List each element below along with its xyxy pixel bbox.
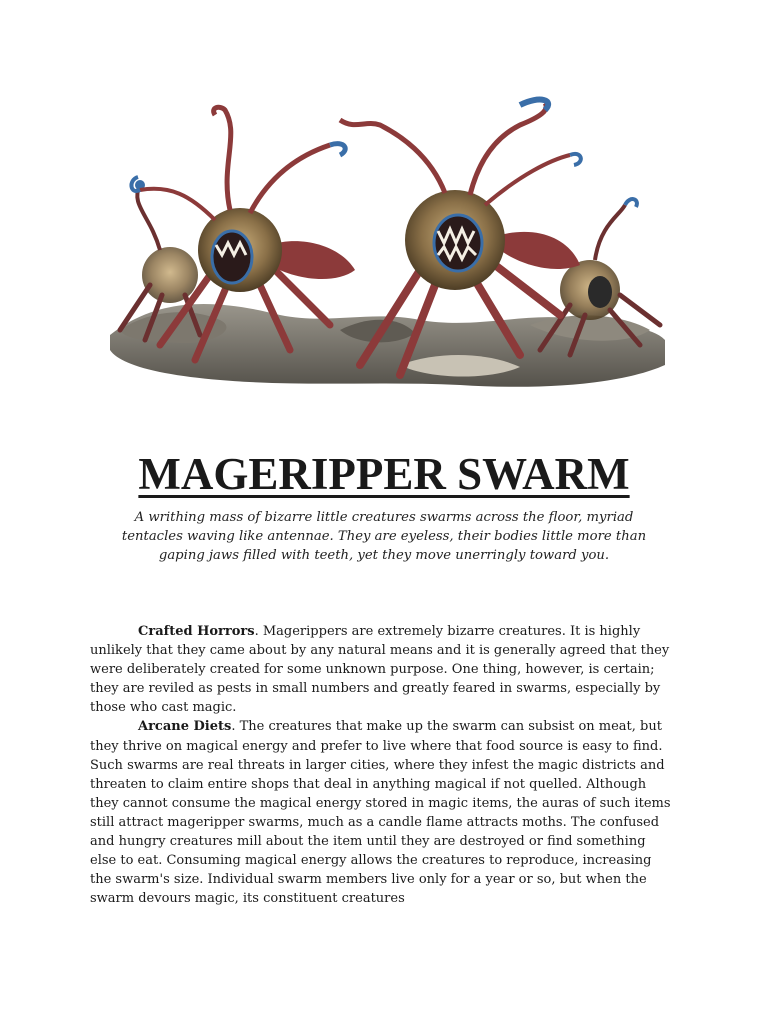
paragraph-text: . Magerippers are extremely bizarre creatures. It is highly unlikely that they came about by any natural means and it is generally agreed that they were deliberately created for some unknown purpose. One thing, however, is certain; they are reviled as pests in small numbers and greatly feared in swarms, especially by those who cast magic.	[90, 624, 670, 716]
paragraph-heading: Arcane Diets	[138, 719, 232, 735]
paragraph-crafted-horrors	[90, 622, 675, 717]
flavor-text: A writhing mass of bizarre little creatures swarms across the floor, myriad tentacles waving like antennae. They are eyeless, their bodies little more than gaping jaws filled with teeth, yet they move unerringly toward you.	[121, 510, 647, 564]
paragraph-heading: Crafted Horrors	[138, 624, 255, 639]
paragraph-arcane-diets	[90, 717, 675, 908]
mageripper-illustration	[100, 95, 670, 400]
page-title: MAGERIPPER SWARM	[138, 449, 630, 499]
body-text	[90, 622, 675, 908]
paragraph-text: . The creatures that make up the swarm can subsist on meat, but they thrive on magical energy and prefer to live where that food source is easy to find. Such swarms are real threats in larger cities, where they infest the magic districts and threaten to claim entire shops that deal in anything magical if not quelled. Although they cannot consume the magical energy stored in magic items, the auras of such items still attract mageripper swarms, much as a candle flame attracts moths. The confused and hungry creatures mill about the item until they are destroyed or find something else to eat. Consuming magical energy allows the creatures to reproduce, increasing the swarm's size. Individual swarm members live only for a year or so, but when the swarm devours magic, its constituent creatures	[90, 719, 671, 907]
